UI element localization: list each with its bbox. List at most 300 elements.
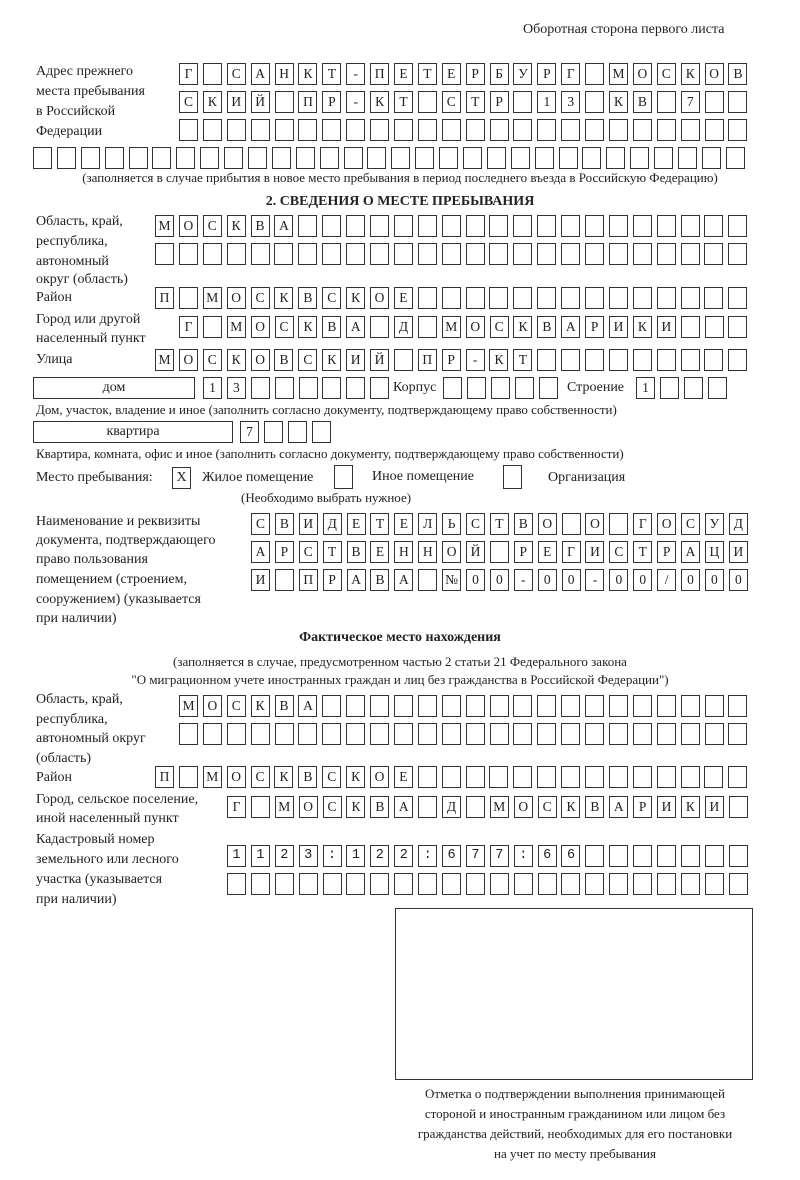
char-cell[interactable] [657,845,676,867]
char-cell[interactable] [370,243,389,265]
char-cell[interactable] [275,723,294,745]
char-cell[interactable] [323,873,342,895]
char-cell[interactable]: 0 [490,569,509,591]
char-cell[interactable]: П [299,569,318,591]
street-row[interactable] [155,349,752,371]
char-cell[interactable]: Г [562,541,581,563]
char-cell[interactable] [681,287,700,309]
char-cell[interactable] [633,215,652,237]
char-cell[interactable] [490,541,509,563]
char-cell[interactable] [203,119,222,141]
char-cell[interactable] [657,723,676,745]
char-cell[interactable] [179,766,198,788]
char-cell[interactable]: С [179,91,198,113]
char-cell[interactable] [442,723,461,745]
char-cell[interactable] [288,421,307,443]
char-cell[interactable] [322,119,341,141]
char-cell[interactable] [296,147,315,169]
char-cell[interactable]: М [275,796,294,818]
char-cell[interactable] [418,316,437,338]
char-cell[interactable] [585,215,604,237]
char-cell[interactable] [704,215,723,237]
char-cell[interactable]: О [442,541,461,563]
char-cell[interactable]: Т [322,63,341,85]
char-cell[interactable] [660,377,679,399]
char-cell[interactable] [681,215,700,237]
char-cell[interactable] [513,287,532,309]
char-cell[interactable] [487,147,506,169]
char-cell[interactable] [346,215,365,237]
char-cell[interactable] [609,287,628,309]
char-cell[interactable]: 0 [681,569,700,591]
char-cell[interactable]: В [298,766,317,788]
char-cell[interactable] [702,147,721,169]
char-cell[interactable]: О [227,766,246,788]
char-cell[interactable] [442,766,461,788]
char-cell[interactable] [443,377,462,399]
cadastre-row-1[interactable] [227,845,753,867]
char-cell[interactable]: Е [394,63,413,85]
char-cell[interactable]: Д [394,316,413,338]
char-cell[interactable]: А [274,215,293,237]
char-cell[interactable]: И [299,513,318,535]
char-cell[interactable] [490,119,509,141]
char-cell[interactable] [511,147,530,169]
char-cell[interactable] [728,91,747,113]
char-cell[interactable]: 0 [729,569,748,591]
char-cell[interactable] [606,147,625,169]
char-cell[interactable] [561,873,580,895]
city-row[interactable] [179,316,752,338]
char-cell[interactable] [609,215,628,237]
char-cell[interactable]: Б [490,63,509,85]
char-cell[interactable] [489,287,508,309]
char-cell[interactable]: У [513,63,532,85]
char-cell[interactable] [489,215,508,237]
stay-checkbox-residential[interactable]: X [172,467,191,489]
char-cell[interactable] [251,796,270,818]
char-cell[interactable]: К [227,349,246,371]
char-cell[interactable] [537,695,556,717]
char-cell[interactable] [537,243,556,265]
char-cell[interactable]: Р [633,796,652,818]
char-cell[interactable]: В [322,316,341,338]
char-cell[interactable] [466,695,485,717]
doc-row-1[interactable] [251,513,753,535]
char-cell[interactable]: С [322,766,341,788]
char-cell[interactable] [248,147,267,169]
region-row-1[interactable] [155,215,752,237]
char-cell[interactable] [129,147,148,169]
char-cell[interactable]: А [681,541,700,563]
char-cell[interactable]: П [155,766,174,788]
char-cell[interactable] [657,119,676,141]
char-cell[interactable] [105,147,124,169]
char-cell[interactable]: К [203,91,222,113]
char-cell[interactable] [561,695,580,717]
char-cell[interactable] [299,873,318,895]
stay-checkbox-other[interactable] [334,465,353,489]
prev-address-row-4[interactable] [33,147,750,169]
char-cell[interactable]: Й [251,91,270,113]
char-cell[interactable] [681,243,700,265]
char-cell[interactable] [251,873,270,895]
char-cell[interactable]: В [514,513,533,535]
char-cell[interactable] [704,243,723,265]
char-cell[interactable] [681,695,700,717]
char-cell[interactable] [275,91,294,113]
char-cell[interactable]: Р [323,569,342,591]
char-cell[interactable]: И [657,316,676,338]
char-cell[interactable]: А [394,796,413,818]
char-cell[interactable] [224,147,243,169]
char-cell[interactable] [585,63,604,85]
region-row-2[interactable] [155,243,752,265]
building-row[interactable] [636,377,732,399]
char-cell[interactable]: П [298,91,317,113]
char-cell[interactable] [561,287,580,309]
char-cell[interactable]: Д [323,513,342,535]
char-cell[interactable]: И [729,541,748,563]
char-cell[interactable]: И [609,316,628,338]
char-cell[interactable] [728,215,747,237]
char-cell[interactable] [559,147,578,169]
char-cell[interactable] [418,873,437,895]
char-cell[interactable]: Н [275,63,294,85]
char-cell[interactable] [344,147,363,169]
char-cell[interactable]: О [466,316,485,338]
char-cell[interactable]: 1 [537,91,556,113]
char-cell[interactable] [346,695,365,717]
char-cell[interactable] [537,723,556,745]
char-cell[interactable]: В [728,63,747,85]
char-cell[interactable] [346,119,365,141]
char-cell[interactable] [251,243,270,265]
char-cell[interactable]: Г [179,63,198,85]
char-cell[interactable] [203,63,222,85]
char-cell[interactable]: О [203,695,222,717]
char-cell[interactable] [467,377,486,399]
char-cell[interactable]: С [275,316,294,338]
char-cell[interactable]: Д [442,796,461,818]
char-cell[interactable] [179,119,198,141]
char-cell[interactable] [705,723,724,745]
char-cell[interactable] [609,119,628,141]
char-cell[interactable] [633,349,652,371]
char-cell[interactable] [272,147,291,169]
char-cell[interactable]: К [681,63,700,85]
char-cell[interactable]: Е [394,766,413,788]
char-cell[interactable] [704,766,723,788]
char-cell[interactable] [176,147,195,169]
char-cell[interactable] [394,349,413,371]
char-cell[interactable] [585,119,604,141]
char-cell[interactable] [33,147,52,169]
char-cell[interactable] [705,695,724,717]
char-cell[interactable]: С [251,513,270,535]
char-cell[interactable]: Р [585,316,604,338]
char-cell[interactable]: М [155,349,174,371]
char-cell[interactable] [705,316,724,338]
char-cell[interactable] [657,243,676,265]
char-cell[interactable] [728,119,747,141]
char-cell[interactable]: Г [179,316,198,338]
char-cell[interactable] [394,215,413,237]
actual-city-row[interactable] [227,796,753,818]
char-cell[interactable]: У [705,513,724,535]
char-cell[interactable] [394,119,413,141]
char-cell[interactable] [490,873,509,895]
char-cell[interactable] [227,873,246,895]
char-cell[interactable] [705,119,724,141]
char-cell[interactable] [274,243,293,265]
char-cell[interactable]: П [155,287,174,309]
char-cell[interactable] [442,215,461,237]
char-cell[interactable]: М [609,63,628,85]
char-cell[interactable] [633,766,652,788]
char-cell[interactable]: М [203,766,222,788]
char-cell[interactable] [705,91,724,113]
char-cell[interactable]: К [489,349,508,371]
char-cell[interactable] [657,215,676,237]
char-cell[interactable] [312,421,331,443]
char-cell[interactable] [275,569,294,591]
char-cell[interactable] [657,349,676,371]
char-cell[interactable]: Т [370,513,389,535]
char-cell[interactable] [298,119,317,141]
char-cell[interactable] [227,723,246,745]
char-cell[interactable] [491,377,510,399]
apt-number-row[interactable] [240,421,336,443]
char-cell[interactable] [681,349,700,371]
char-cell[interactable]: Ь [442,513,461,535]
char-cell[interactable]: А [561,316,580,338]
char-cell[interactable] [726,147,745,169]
char-cell[interactable]: В [633,91,652,113]
char-cell[interactable]: Е [370,541,389,563]
char-cell[interactable]: Р [275,541,294,563]
char-cell[interactable]: Й [370,349,389,371]
char-cell[interactable]: К [298,316,317,338]
char-cell[interactable]: Г [227,796,246,818]
char-cell[interactable] [203,243,222,265]
char-cell[interactable] [418,723,437,745]
char-cell[interactable] [418,796,437,818]
char-cell[interactable]: К [227,215,246,237]
char-cell[interactable] [539,377,558,399]
char-cell[interactable] [466,243,485,265]
char-cell[interactable] [152,147,171,169]
char-cell[interactable] [251,119,270,141]
char-cell[interactable]: О [370,766,389,788]
char-cell[interactable] [513,243,532,265]
char-cell[interactable] [609,766,628,788]
char-cell[interactable] [704,349,723,371]
char-cell[interactable]: С [442,91,461,113]
char-cell[interactable]: 3 [561,91,580,113]
char-cell[interactable] [582,147,601,169]
char-cell[interactable] [585,287,604,309]
char-cell[interactable]: В [251,215,270,237]
char-cell[interactable] [609,845,628,867]
char-cell[interactable] [585,243,604,265]
char-cell[interactable]: С [203,349,222,371]
char-cell[interactable]: Г [561,63,580,85]
char-cell[interactable] [299,377,318,399]
char-cell[interactable] [609,349,628,371]
char-cell[interactable]: В [275,513,294,535]
char-cell[interactable]: Л [418,513,437,535]
char-cell[interactable] [705,873,724,895]
char-cell[interactable] [418,695,437,717]
char-cell[interactable] [391,147,410,169]
prev-address-row-2[interactable] [179,91,752,113]
char-cell[interactable]: П [370,63,389,85]
char-cell[interactable] [585,349,604,371]
char-cell[interactable]: Д [729,513,748,535]
char-cell[interactable]: Р [442,349,461,371]
char-cell[interactable] [657,91,676,113]
char-cell[interactable] [633,287,652,309]
char-cell[interactable] [463,147,482,169]
char-cell[interactable]: О [299,796,318,818]
char-cell[interactable] [633,845,652,867]
char-cell[interactable] [442,873,461,895]
char-cell[interactable] [320,147,339,169]
char-cell[interactable]: А [251,63,270,85]
char-cell[interactable] [657,287,676,309]
char-cell[interactable] [466,766,485,788]
char-cell[interactable] [684,377,703,399]
char-cell[interactable] [585,695,604,717]
char-cell[interactable] [322,377,341,399]
actual-district-row[interactable] [155,766,752,788]
char-cell[interactable] [609,513,628,535]
char-cell[interactable] [561,349,580,371]
char-cell[interactable]: Т [418,63,437,85]
char-cell[interactable] [394,873,413,895]
actual-region-row-1[interactable] [179,695,752,717]
char-cell[interactable] [681,119,700,141]
char-cell[interactable]: М [155,215,174,237]
char-cell[interactable]: / [657,569,676,591]
char-cell[interactable]: 0 [633,569,652,591]
char-cell[interactable] [585,91,604,113]
char-cell[interactable] [418,91,437,113]
char-cell[interactable]: О [705,63,724,85]
char-cell[interactable] [370,377,389,399]
char-cell[interactable]: Е [538,541,557,563]
char-cell[interactable] [370,873,389,895]
cadastre-row-2[interactable] [227,873,753,895]
char-cell[interactable]: К [346,796,365,818]
char-cell[interactable]: К [513,316,532,338]
char-cell[interactable] [681,845,700,867]
char-cell[interactable]: П [418,349,437,371]
char-cell[interactable]: О [179,215,198,237]
char-cell[interactable] [535,147,554,169]
char-cell[interactable] [275,119,294,141]
char-cell[interactable]: В [298,287,317,309]
char-cell[interactable] [298,243,317,265]
char-cell[interactable] [442,243,461,265]
char-cell[interactable]: № [442,569,461,591]
char-cell[interactable]: А [346,316,365,338]
char-cell[interactable] [490,695,509,717]
char-cell[interactable] [513,695,532,717]
char-cell[interactable] [728,695,747,717]
char-cell[interactable] [633,119,652,141]
char-cell[interactable] [681,723,700,745]
char-cell[interactable]: В [537,316,556,338]
char-cell[interactable]: А [251,541,270,563]
char-cell[interactable] [728,766,747,788]
char-cell[interactable]: К [346,287,365,309]
char-cell[interactable]: К [274,287,293,309]
char-cell[interactable] [370,316,389,338]
char-cell[interactable]: М [203,287,222,309]
char-cell[interactable]: Р [514,541,533,563]
char-cell[interactable] [367,147,386,169]
char-cell[interactable]: 0 [705,569,724,591]
char-cell[interactable]: С [203,215,222,237]
char-cell[interactable] [513,119,532,141]
char-cell[interactable] [275,377,294,399]
char-cell[interactable] [466,796,485,818]
char-cell[interactable] [609,723,628,745]
char-cell[interactable]: Р [466,63,485,85]
char-cell[interactable] [251,723,270,745]
char-cell[interactable] [418,766,437,788]
char-cell[interactable] [275,873,294,895]
char-cell[interactable]: В [585,796,604,818]
char-cell[interactable]: Т [513,349,532,371]
house-number-row[interactable] [203,377,394,399]
char-cell[interactable] [654,147,673,169]
char-cell[interactable] [370,695,389,717]
char-cell[interactable]: О [657,513,676,535]
char-cell[interactable]: 1 [203,377,222,399]
char-cell[interactable] [561,723,580,745]
char-cell[interactable]: О [514,796,533,818]
district-row[interactable] [155,287,752,309]
char-cell[interactable] [537,119,556,141]
char-cell[interactable]: И [657,796,676,818]
char-cell[interactable] [561,243,580,265]
char-cell[interactable]: С [490,316,509,338]
char-cell[interactable] [562,513,581,535]
char-cell[interactable]: С [298,349,317,371]
char-cell[interactable]: И [705,796,724,818]
char-cell[interactable]: 1 [636,377,655,399]
char-cell[interactable]: К [274,766,293,788]
stay-checkbox-organization[interactable] [503,465,522,489]
char-cell[interactable] [490,723,509,745]
char-cell[interactable] [537,287,556,309]
char-cell[interactable] [298,723,317,745]
char-cell[interactable] [442,287,461,309]
char-cell[interactable] [513,91,532,113]
char-cell[interactable]: Е [442,63,461,85]
char-cell[interactable] [298,215,317,237]
char-cell[interactable]: А [394,569,413,591]
char-cell[interactable]: - [585,569,604,591]
char-cell[interactable]: О [538,513,557,535]
char-cell[interactable]: - [514,569,533,591]
char-cell[interactable] [370,119,389,141]
char-cell[interactable] [657,695,676,717]
char-cell[interactable]: С [322,287,341,309]
